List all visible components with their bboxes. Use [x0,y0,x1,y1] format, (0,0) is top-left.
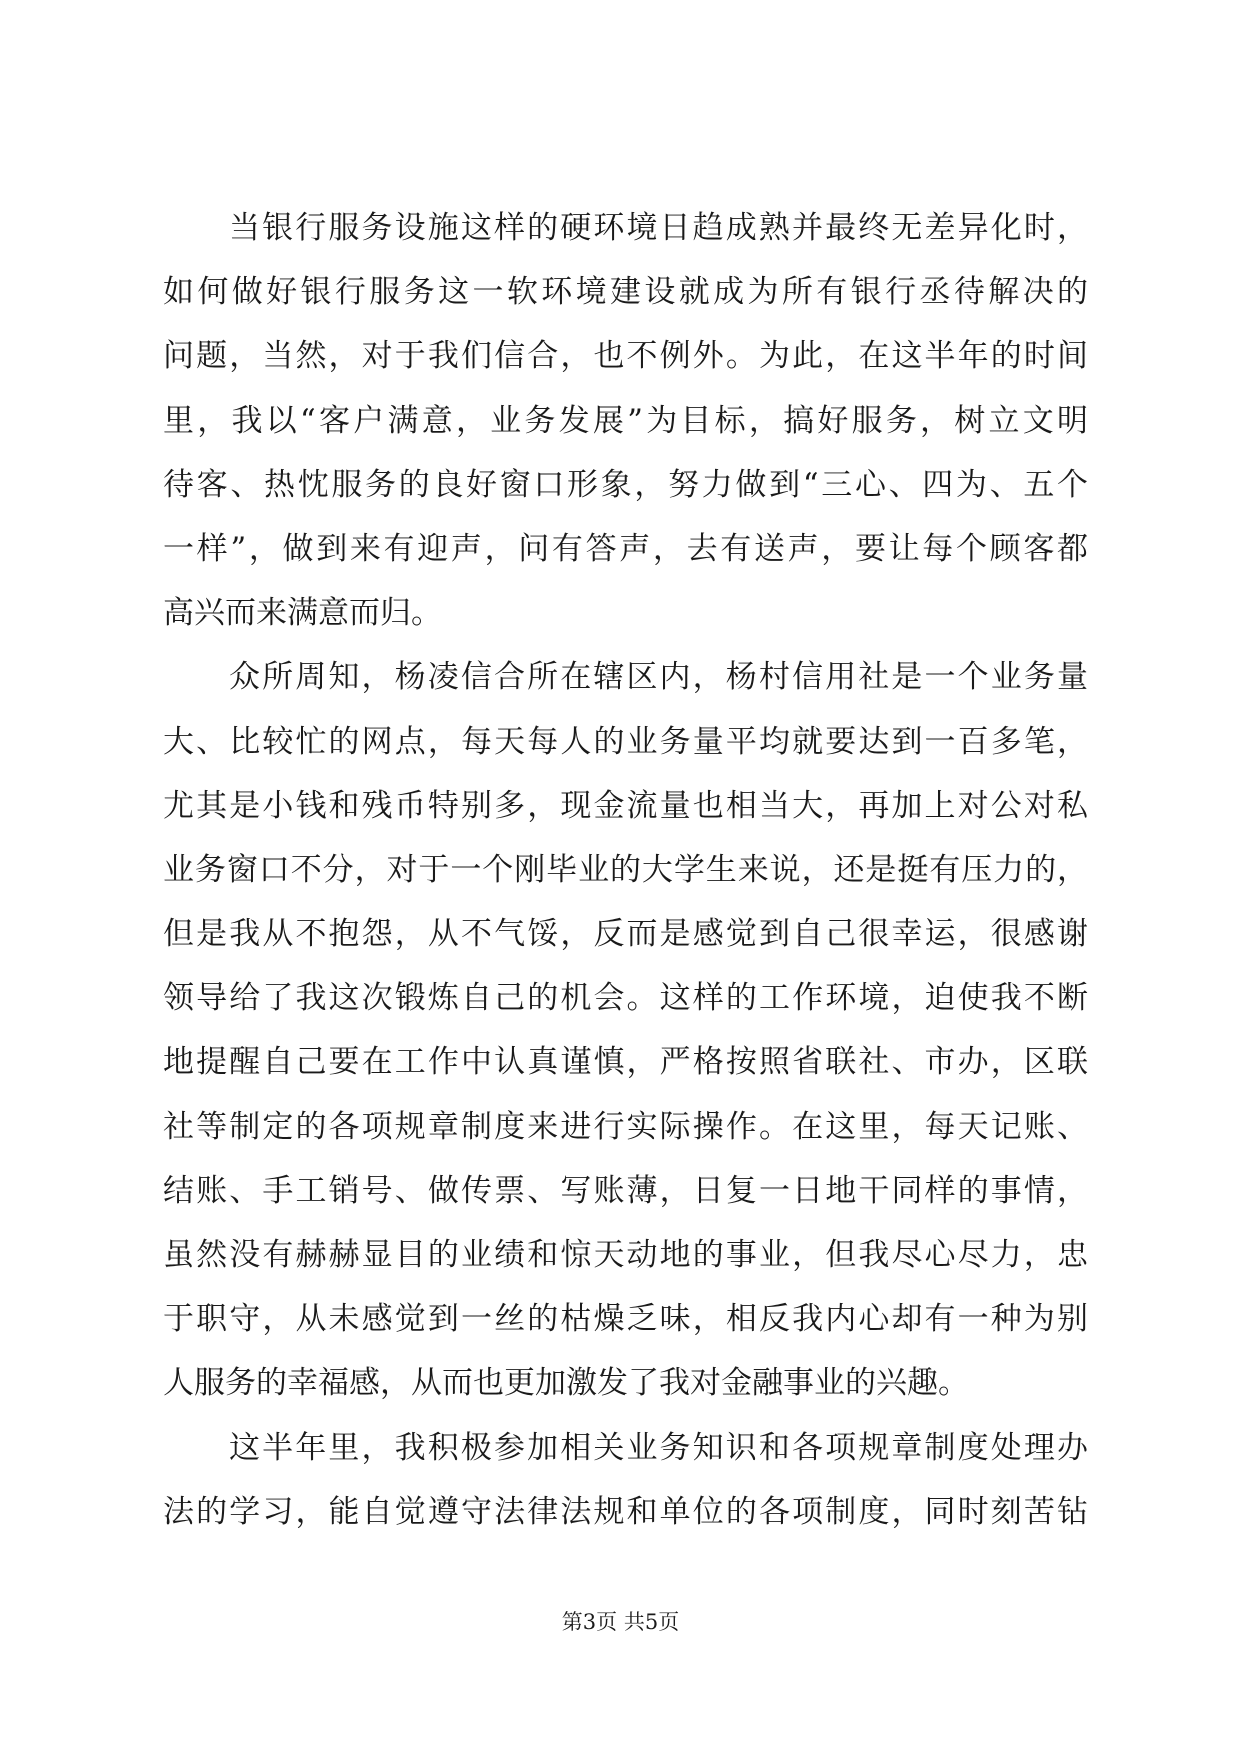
text-line: 一样”，做到来有迎声，问有答声，去有送声，要让每个顾客都 [163,530,1088,567]
text-line: 里，我以“客户满意，业务发展”为目标，搞好服务，树立文明 [163,402,1088,439]
body-text [163,196,1088,1544]
text-line: 待客、热忱服务的良好窗口形象，努力做到“三心、四为、五个 [163,466,1088,503]
text-line: 高兴而来满意而归。 [163,595,442,632]
page-number-footer: 第3页 共5页 [561,1610,680,1634]
text-line: 众所周知，杨凌信合所在辖区内，杨村信用社是一个业务量 [229,659,1088,696]
text-line: 于职守，从未感觉到一丝的枯燥乏味，相反我内心却有一种为别 [163,1301,1088,1338]
text-line: 人服务的幸福感，从而也更加激发了我对金融事业的兴趣。 [163,1365,969,1402]
text-line: 虽然没有赫赫显目的业绩和惊天动地的事业，但我尽心尽力，忠 [163,1237,1088,1273]
text-line: 业务窗口不分，对于一个刚毕业的大学生来说，还是挺有压力的， [163,851,1088,888]
text-line: 如何做好银行服务这一软环境建设就成为所有银行丞待解决的 [163,274,1088,311]
text-line: 问题，当然，对于我们信合，也不例外。为此，在这半年的时间 [163,338,1088,375]
text-line: 法的学习，能自觉遵守法律法规和单位的各项制度，同时刻苦钻 [163,1493,1088,1530]
text-line: 但是我从不抱怨，从不气馁，反而是感觉到自己很幸运，很感谢 [163,916,1088,953]
text-line: 这半年里，我积极参加相关业务知识和各项规章制度处理办 [229,1429,1088,1466]
text-line: 地提醒自己要在工作中认真谨慎，严格按照省联社、市办，区联 [163,1044,1088,1081]
text-line: 结账、手工销号、做传票、写账薄，日复一日地干同样的事情， [163,1172,1088,1209]
text-line: 尤其是小钱和残币特别多，现金流量也相当大，再加上对公对私 [163,787,1088,824]
text-line: 社等制定的各项规章制度来进行实际操作。在这里，每天记账、 [163,1108,1088,1145]
text-line: 当银行服务设施这样的硬环境日趋成熟并最终无差异化时， [229,210,1088,246]
text-line: 领导给了我这次锻炼自己的机会。这样的工作环境，迫使我不断 [163,980,1088,1017]
text-line: 大、比较忙的网点，每天每人的业务量平均就要达到一百多笔， [163,723,1088,760]
